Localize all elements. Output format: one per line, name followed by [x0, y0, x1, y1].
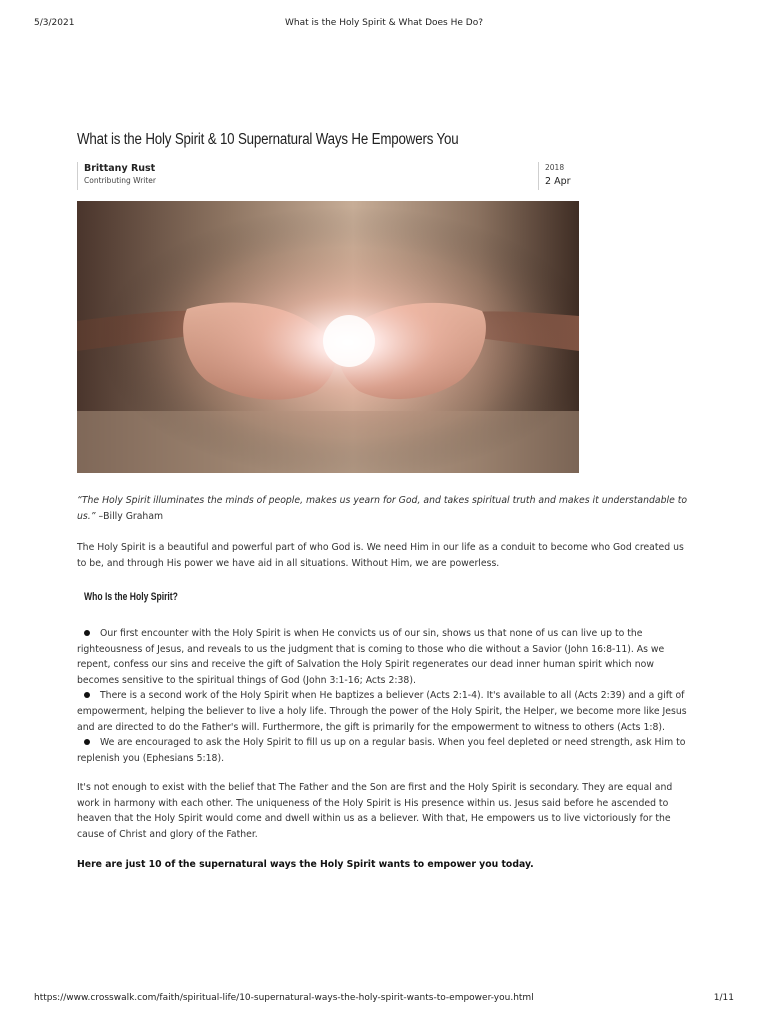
intro-paragraph: The Holy Spirit is a beautiful and powerful part of who God is. We need Him in our life as a conduit to become who God created us to be, and through His power we have aid in all situations. Without Him, we are powerless.	[77, 542, 684, 569]
list-item-text: There is a second work of the Holy Spirit when He baptizes a believer (Acts 2:1-4). It's available to all (Acts 2:39) and a gift of empowerment, helping the believer to live a holy life. Through the power of the Holy Spirit, the Helper, we become more like Jesus and are directed to do the Father's will. Furthermore, the gift is primarily for the empowerment to witness to others (Acts 1:8).	[77, 690, 687, 733]
list-item	[77, 688, 692, 735]
publish-day-month: 2 Apr	[545, 176, 571, 187]
pull-quote	[77, 493, 692, 525]
article-title: What is the Holy Spirit & 10 Supernatural Ways He Empowers You	[77, 131, 459, 148]
bullet-icon	[84, 630, 90, 636]
page-number: 1/11	[713, 993, 734, 1003]
author-role: Contributing Writer	[84, 176, 157, 185]
publish-date	[538, 162, 571, 190]
author-name[interactable]: Brittany Rust	[84, 163, 156, 174]
hero-image	[77, 201, 579, 473]
author-block	[77, 162, 156, 190]
glowing-hands-illustration	[77, 201, 579, 473]
print-header	[34, 18, 734, 32]
quote-text: “The Holy Spirit illuminates the minds of people, makes us yearn for God, and takes spiritual truth and makes it understandable to us.”	[77, 495, 688, 522]
emphasis-paragraph: Here are just 10 of the supernatural ways the Holy Spirit wants to empower you today.	[77, 859, 534, 870]
bullet-icon	[84, 739, 90, 745]
bullet-list	[77, 626, 692, 766]
print-date: 5/3/2021	[34, 18, 75, 28]
publish-year: 2018	[545, 163, 565, 172]
print-footer	[34, 993, 734, 1007]
bullet-icon	[84, 692, 90, 698]
list-item	[77, 626, 692, 688]
list-item	[77, 735, 692, 766]
list-item-text: Our first encounter with the Holy Spirit is when He convicts us of our sin, shows us that none of us can live up to the righteousness of Jesus, and reveals to us the judgment that is coming to those who die without a Savior (John 16:8-11). As we repent, confess our sins and receive the gift of Salvation the Holy Spirit regenerates our dead inner human spirit which now becomes sensitive to the spiritual things of God (John 3:1-16; Acts 2:38).	[77, 628, 665, 686]
page-url[interactable]: https://www.crosswalk.com/faith/spiritual-life/10-supernatural-ways-the-holy-spirit-wants-to-empower-you.html	[34, 993, 534, 1003]
quote-attribution: –Billy Graham	[95, 511, 164, 522]
print-doc-title: What is the Holy Spirit & What Does He Do?	[285, 18, 483, 28]
list-item-text: We are encouraged to ask the Holy Spirit to fill us up on a regular basis. When you feel depleted or need strength, ask Him to replenish you (Ephesians 5:18).	[77, 737, 686, 764]
section-heading: Who Is the Holy Spirit?	[84, 591, 178, 603]
body-paragraph: It's not enough to exist with the belief that The Father and the Son are first and the Holy Spirit is secondary. They are equal and work in harmony with each other. The uniqueness of the Holy Spirit is His presence within us. Jesus said before he ascended to heaven that the Holy Spirit would come and dwell within us as a believer. With that, He empowers us to live victoriously for the cause of Christ and glory of the Father.	[77, 782, 673, 840]
